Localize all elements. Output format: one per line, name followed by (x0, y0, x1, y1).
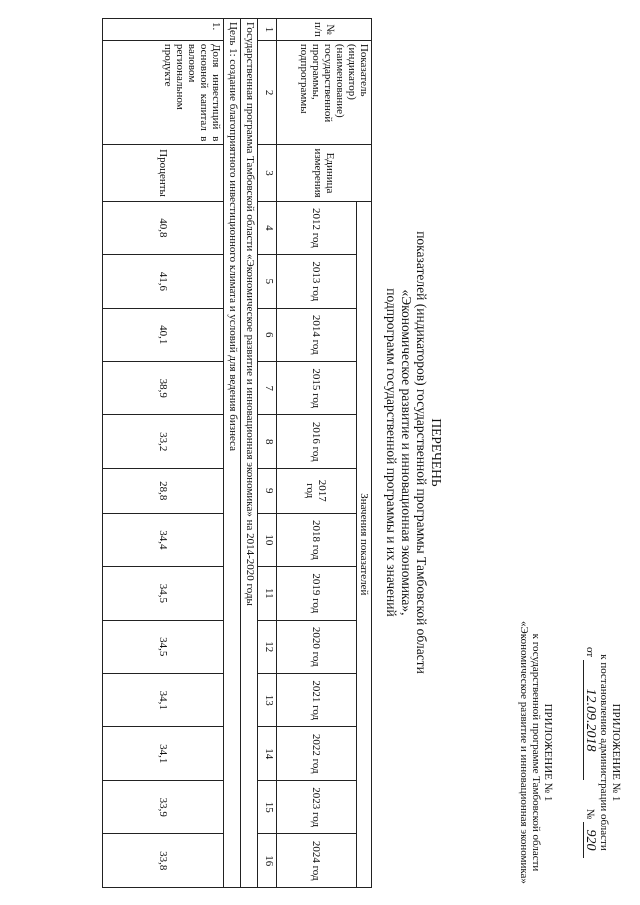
col-index: 1 (258, 19, 277, 41)
header-values: Значения показателей (357, 201, 372, 887)
year-header: 2013 год (277, 255, 357, 308)
document-title (384, 120, 444, 785)
program-title: Государственная программа Тамбовской области «Экономическое развитие и инновационная экономика» на 2014-2020 годы (241, 19, 258, 888)
column-index-row (258, 19, 277, 888)
row-value: 33,9 (103, 780, 224, 833)
appendix-header (583, 610, 622, 895)
appendix2-header (518, 610, 554, 895)
row-num: 1. (103, 19, 224, 41)
row-value: 34,1 (103, 674, 224, 727)
year-header: 2016 год (277, 415, 357, 468)
row-value: 28,8 (103, 468, 224, 513)
year-header: 2023 год (277, 780, 357, 833)
appendix-date: 12.09.2018 (583, 660, 596, 780)
row-indicator: Доля инвестиций в основной капитал в валовом региональном продукте (103, 40, 224, 145)
col-index: 7 (258, 362, 277, 415)
goal-row (224, 19, 241, 888)
year-header: 2017 год (277, 468, 357, 513)
program-row (241, 19, 258, 888)
year-header: 2019 год (277, 567, 357, 620)
title-line4: подпрограмм государственной программы и их значений (384, 288, 399, 617)
col-index: 15 (258, 780, 277, 833)
year-header: 2015 год (277, 362, 357, 415)
header-indicator: Показатель (индикатор) (наименование) государственной программы, подпрограммы (277, 40, 372, 145)
row-unit: Проценты (103, 145, 224, 201)
appendix-line2: к постановлению администрации области (598, 654, 610, 851)
year-header: 2024 год (277, 834, 357, 888)
appendix2-line3: «Экономическое развитие и инновационная экономика» (518, 621, 530, 884)
year-header: 2020 год (277, 620, 357, 673)
year-header: 2018 год (277, 513, 357, 566)
col-index: 9 (258, 468, 277, 513)
col-index: 11 (258, 567, 277, 620)
appendix2-line1: ПРИЛОЖЕНИЕ № 1 (542, 703, 554, 802)
goal-title: Цель 1: создание благоприятного инвестиционного климата и условий для ведения бизнеса (224, 19, 241, 888)
col-index: 6 (258, 308, 277, 361)
table-row (103, 19, 224, 888)
year-header: 2021 год (277, 674, 357, 727)
col-index: 10 (258, 513, 277, 566)
title-line1: ПЕРЕЧЕНЬ (429, 418, 444, 487)
header-unit: Единица измерения (277, 145, 372, 201)
col-index: 8 (258, 415, 277, 468)
row-value: 40,8 (103, 201, 224, 254)
year-header: 2014 год (277, 308, 357, 361)
year-header: 2012 год (277, 201, 357, 254)
col-index: 12 (258, 620, 277, 673)
row-value: 33,2 (103, 415, 224, 468)
row-value: 38,9 (103, 362, 224, 415)
row-value: 34,5 (103, 567, 224, 620)
appendix2-line2: к государственной программе Тамбовской области (530, 633, 542, 872)
row-value: 33,8 (103, 834, 224, 888)
appendix-date-line: от 12.09.2018 № 920 (583, 610, 596, 895)
col-index: 5 (258, 255, 277, 308)
col-index: 4 (258, 201, 277, 254)
title-line2: показателей (индикаторов) государственной программы Тамбовской области (414, 231, 429, 674)
indicators-table (102, 18, 372, 888)
row-value: 40,1 (103, 308, 224, 361)
col-index: 14 (258, 727, 277, 780)
appendix-line1: ПРИЛОЖЕНИЕ № 1 (610, 703, 622, 802)
header-num: № п/п (277, 19, 372, 41)
row-value: 34,5 (103, 620, 224, 673)
col-index: 13 (258, 674, 277, 727)
appendix-number: 920 (583, 822, 596, 858)
row-value: 34,1 (103, 727, 224, 780)
header-row-1 (357, 19, 372, 888)
col-index: 3 (258, 145, 277, 201)
row-value: 41,6 (103, 255, 224, 308)
title-line3: «Экономическое развитие и инновационная экономика», (399, 289, 414, 616)
col-index: 2 (258, 40, 277, 145)
year-header: 2022 год (277, 727, 357, 780)
row-value: 34,4 (103, 513, 224, 566)
col-index: 16 (258, 834, 277, 888)
